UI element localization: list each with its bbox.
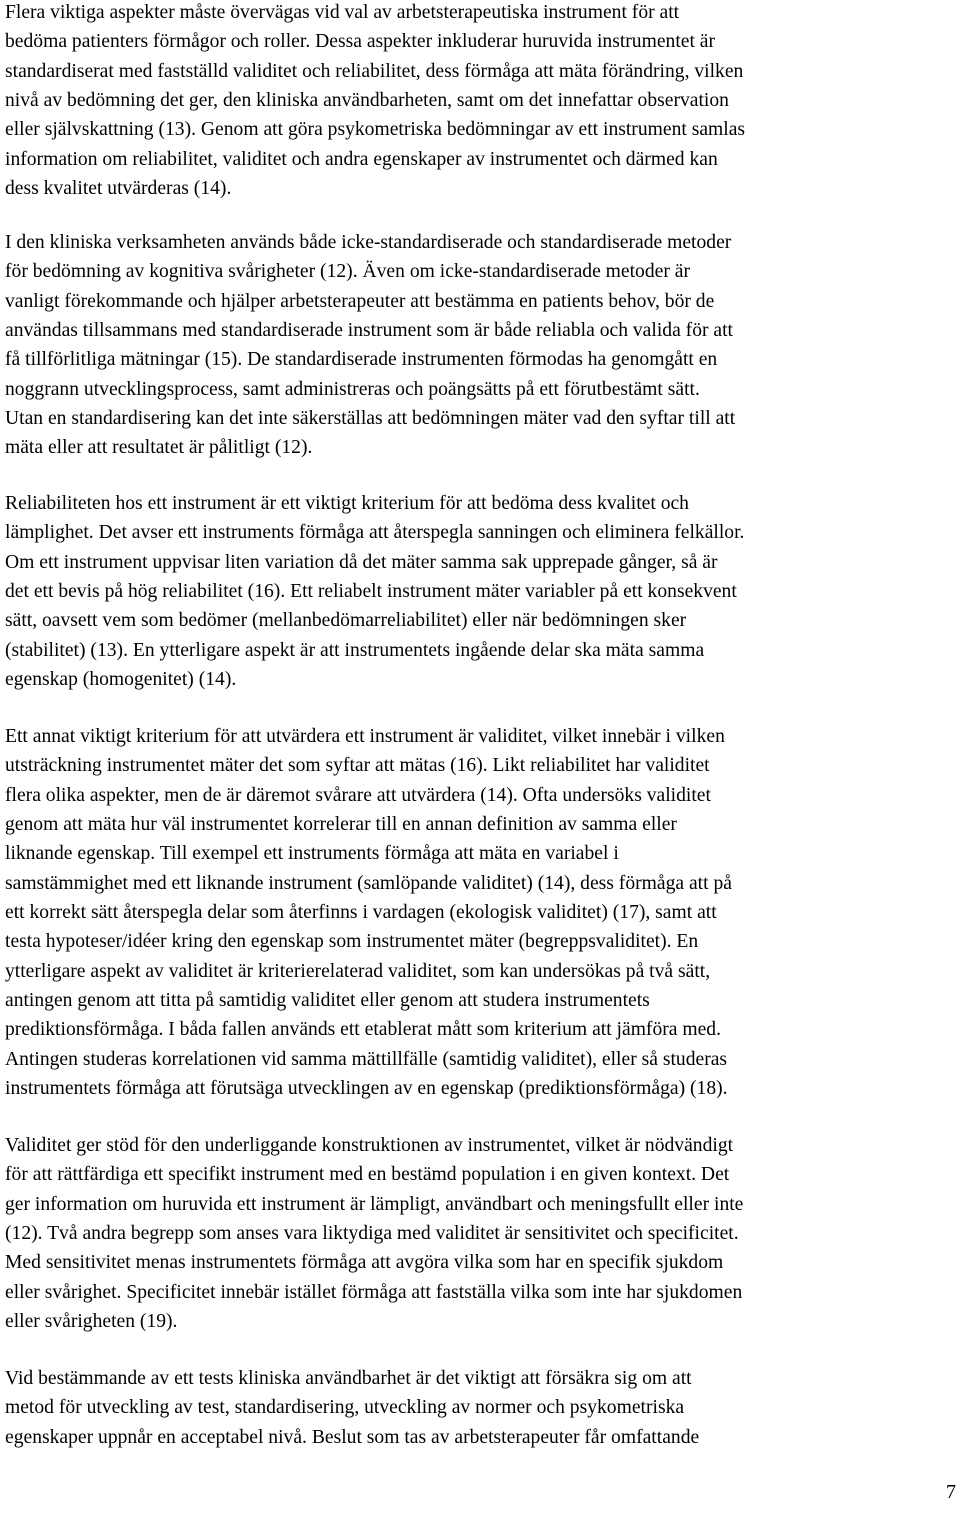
text-line: användas tillsammans med standardiserade instrument som är både reliabla och valida för att [5,320,733,342]
text-line: ytterligare aspekt av validitet är kriterierelaterad validitet, som kan undersökas på två sätt, [5,960,711,982]
text-line: för att rättfärdiga ett specifikt instrument med en bestämd population i en given kontext. Det [5,1164,730,1186]
page-number: 7 [946,1481,956,1503]
text-line: I den kliniska verksamheten används både icke-standardiserade och standardiserade metoder [5,232,732,253]
paragraph-sensitivity-specificity [5,1131,743,1336]
text-line: få tillförlitliga mätningar (15). De standardiserade instrumenten förmodas ha genomgått en [5,349,718,371]
paragraph-clinical-usability [5,1364,699,1452]
text-line: Flera viktiga aspekter måste övervägas vid val av arbetsterapeutiska instrument för att [5,2,680,23]
text-line: Validitet ger stöd för den underliggande konstruktionen av instrumentet, vilket är nödvändigt [5,1135,734,1156]
text-line: Vid bestämmande av ett tests kliniska användbarhet är det viktigt att försäkra sig om att [5,1368,692,1389]
text-line: Med sensitivitet menas instrumentets förmåga att avgöra vilka som har en specifik sjukdom [5,1252,724,1274]
text-line: Ett annat viktigt kriterium för att utvärdera ett instrument är validitet, vilket innebär i vilken [5,726,725,747]
text-line: Utan en standardisering kan det inte säkerställas att bedömningen mäter vad den syftar till att [5,408,736,430]
text-line: egenskap (homogenitet) (14). [5,669,237,691]
text-line: eller självskattning (13). Genom att göra psykometriska bedömningar av ett instrument samlas [5,119,746,141]
text-line: samstämmighet med ett liknande instrument (samlöpande validitet) (14), dess förmåga att på [5,872,732,894]
paragraph-standardized-methods [5,228,735,463]
text-line: eller svårighet. Specificitet innebär istället förmåga att fastställa vilka som inte har sjukdomen [5,1281,743,1303]
text-line: bedöma patienters förmågor och roller. Dessa aspekter inkluderar huruvida instrumentet är [5,31,716,53]
text-line: lämplighet. Det avser ett instruments förmåga att återspegla sanningen och eliminera felkällor. [5,522,745,544]
paragraph-validity [5,722,732,1103]
text-line: metod för utveckling av test, standardisering, utveckling av normer och psykometriska [5,1397,685,1419]
text-line: genom att mäta hur väl instrumentet korrelerar till en annan definition av samma eller [5,814,677,836]
text-line: Reliabiliteten hos ett instrument är ett viktigt kriterium för att bedöma dess kvalitet och [5,493,689,514]
text-line: ett korrekt sätt återspegla delar som återfinns i vardagen (ekologisk validitet) (17), samt att [5,902,717,924]
text-line: Om ett instrument uppvisar liten variation då det mäter samma sak upprepade gånger, så är [5,551,718,573]
text-line: testa hypoteser/idéer kring den egenskap som instrumentet mäter (begreppsvaliditet). En [5,931,699,953]
text-line: utsträckning instrumentet mäter det som syftar att mätas (16). Likt reliabilitet har validitet [5,755,710,777]
text-line: nivå av bedömning det ger, den kliniska användbarheten, samt om det innefattar observation [5,90,729,112]
text-line: information om reliabilitet, validitet och andra egenskaper av instrumentet och därmed kan [5,148,718,170]
text-line: eller svårigheten (19). [5,1311,178,1333]
text-line: flera olika aspekter, men de är däremot svårare att utvärdera (14). Ofta undersöks validitet [5,784,711,806]
text-line: det ett bevis på hög reliabilitet (16). Ett reliabelt instrument mäter variabler på ett konsekvent [5,581,737,603]
text-line: antingen genom att titta på samtidig validitet eller genom att studera instrumentets [5,990,650,1012]
text-line: mäta eller att resultatet är pålitligt (12). [5,437,313,459]
text-line: (12). Två andra begrepp som anses vara liktydiga med validitet är sensitivitet och specificitet. [5,1223,739,1245]
text-line: prediktionsförmåga. I båda fallen används ett etablerat mått som kriterium att jämföra med. [5,1019,722,1041]
text-line: Antingen studeras korrelationen vid samma mättillfälle (samtidig validitet), eller så studeras [5,1048,728,1070]
text-line: för bedömning av kognitiva svårigheter (12). Även om icke-standardiserade metoder är [5,261,690,283]
text-line: ger information om huruvida ett instrument är lämpligt, användbart och meningsfullt eller inte [5,1193,744,1215]
text-line: liknande egenskap. Till exempel ett instruments förmåga att mäta en variabel i [5,843,619,865]
text-line: noggrann utvecklingsprocess, samt administreras och poängsätts på ett förutbestämt sätt. [5,378,700,400]
text-line: standardiserat med fastställd validitet och reliabilitet, dess förmåga att mäta förändring, vilken [5,60,744,82]
text-line: vanligt förekommande och hjälper arbetsterapeuter att bestämma en patients behov, bör de [5,290,715,312]
text-line: egenskaper uppnår en acceptabel nivå. Beslut som tas av arbetsterapeuter får omfattande [5,1426,700,1448]
text-line: dess kvalitet utvärderas (14). [5,178,232,200]
text-line: (stabilitet) (13). En ytterligare aspekt är att instrumentets ingående delar ska mäta samma [5,639,705,661]
paragraph-instrument-aspects [5,0,745,203]
text-line: instrumentets förmåga att förutsäga utvecklingen av en egenskap (prediktionsförmåga) (18). [5,1078,728,1100]
paragraph-reliability [5,489,744,694]
text-line: sätt, oavsett vem som bedömer (mellanbedömarreliabilitet) eller när bedömningen sker [5,610,687,632]
